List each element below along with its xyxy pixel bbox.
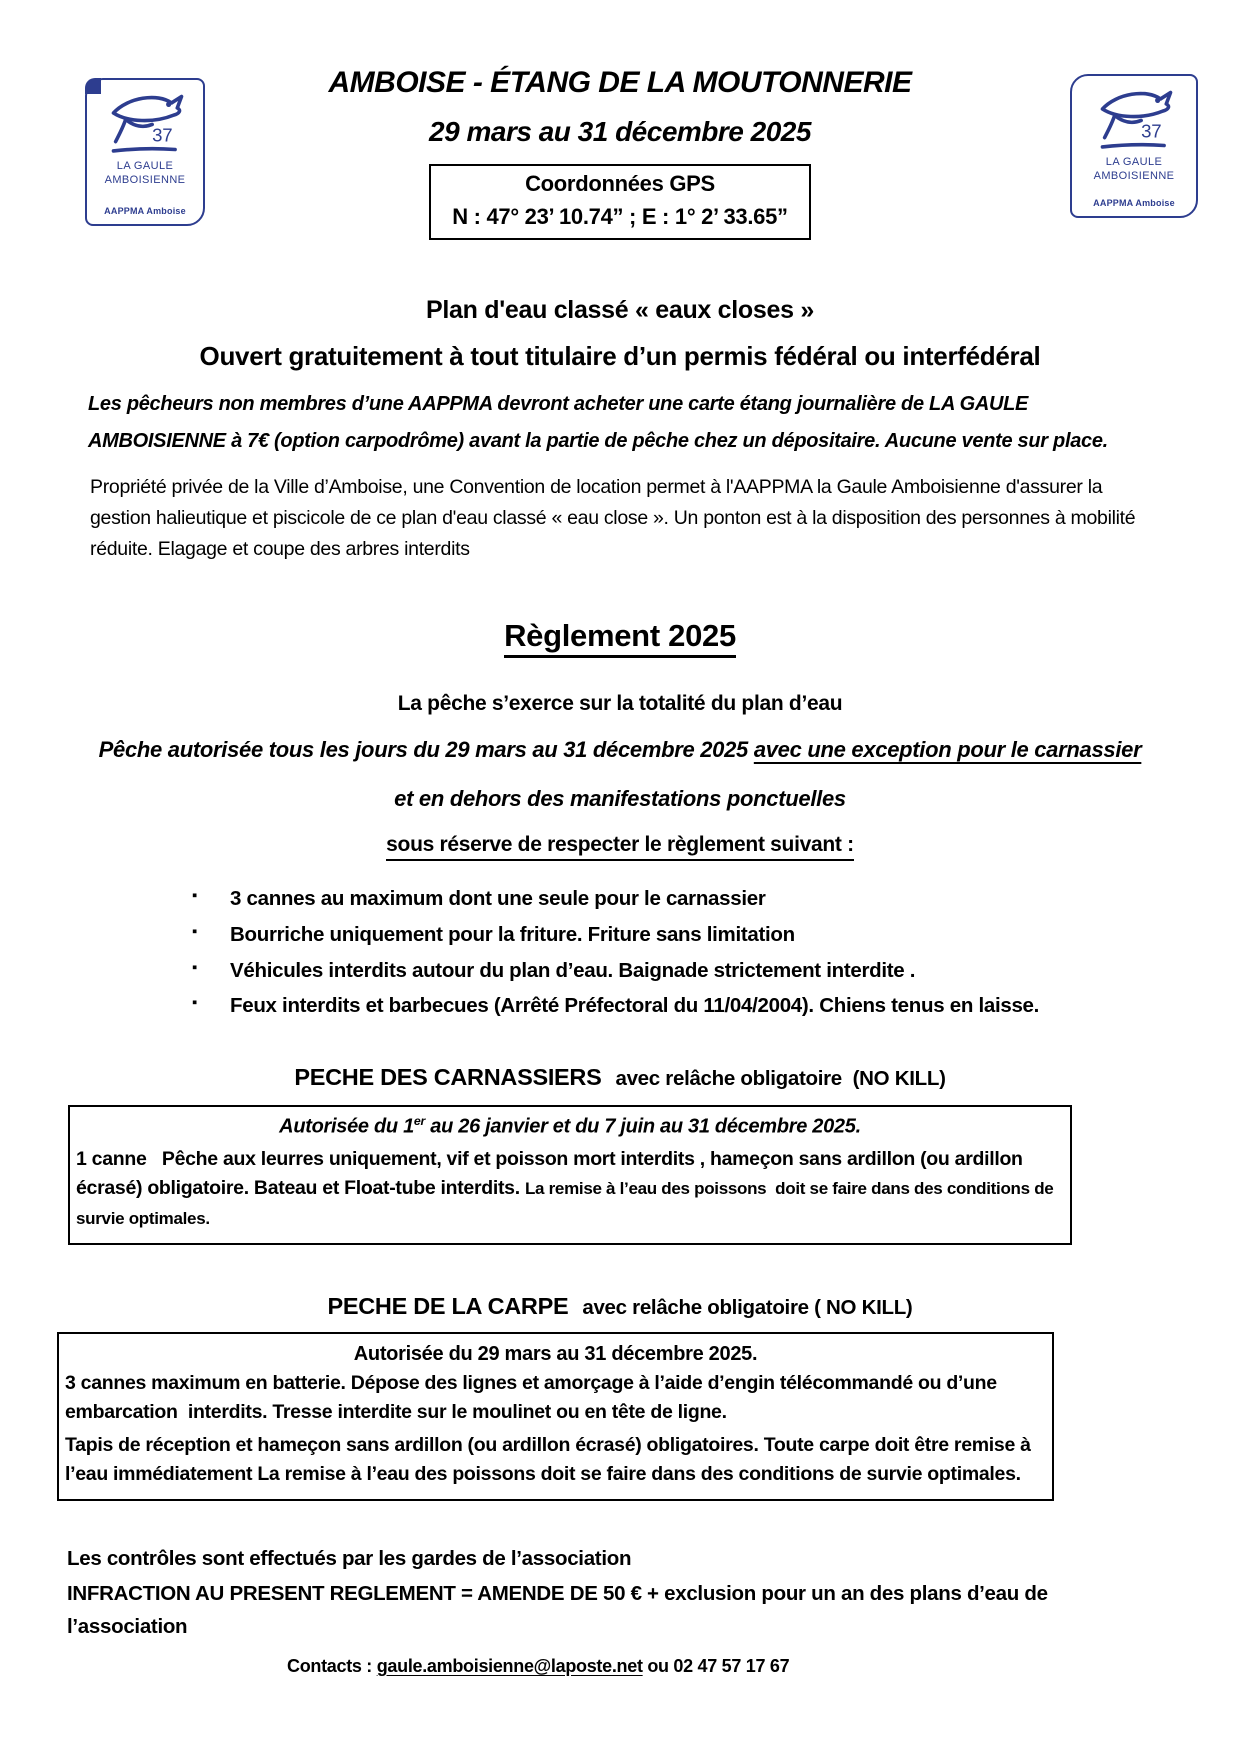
logo-corner-tab — [85, 78, 101, 94]
property-paragraph: Propriété privée de la Ville d’Amboise, une Convention de location permet à l'AAPPMA la Gaule Amboisienne d'assurer la gestion halieutique et piscicole de ce plan d'eau classé « eau close ». Un ponton est à la disposition des personnes à mobilité réduite. Elagage et coupe des arbres interdits — [90, 476, 1136, 560]
gps-box — [429, 164, 811, 240]
carnassiers-heading-main: PECHE DES CARNASSIERS — [294, 1064, 602, 1091]
logo-name-line2: AMBOISIENNE — [1093, 169, 1175, 182]
classification-line: Plan d'eau classé « eaux closes » — [426, 296, 814, 324]
contact-email-link[interactable]: gaule.amboisienne@laposte.net — [376, 1655, 643, 1676]
carpe-period-line: Autorisée du 29 mars au 31 décembre 2025. — [353, 1342, 758, 1365]
list-item: ▪ 3 cannes au maximum dont une seule pour le carnassier — [192, 885, 1240, 913]
open-access-line: Ouvert gratuitement à tout titulaire d’un permis fédéral ou interfédéral — [199, 341, 1041, 371]
gps-heading: Coordonnées GPS — [525, 171, 715, 196]
list-item: ▪ Véhicules interdits autour du plan d’eau. Baignade strictement interdite . — [192, 957, 1240, 985]
fishing-area-line: La pêche s’exerce sur la totalité du plan d’eau — [397, 692, 843, 716]
contacts-line — [287, 1656, 1240, 1677]
gps-coordinates: N : 47° 23’ 10.74” ; E : 1° 2’ 33.65” — [452, 204, 788, 229]
carnassiers-heading-sub: avec relâche obligatoire (NO KILL) — [615, 1067, 946, 1091]
ordinal-superscript: er — [413, 1114, 426, 1129]
club-logo-right — [1070, 74, 1198, 218]
logo-subtitle: AAPPMA Amboise — [104, 206, 186, 216]
carnassiers-heading — [0, 1064, 1240, 1091]
carpe-heading-sub: avec relâche obligatoire ( NO KILL) — [582, 1295, 913, 1319]
carnassier-exception: avec une exception pour le carnassier — [753, 737, 1142, 763]
carnassiers-period-line — [76, 1114, 1064, 1139]
page-title: AMBOISE - ÉTANG DE LA MOUTONNERIE — [328, 66, 912, 99]
logo-club-name — [1094, 156, 1175, 184]
list-item: ▪ Feux interdits et barbecues (Arrêté Préfectoral du 11/04/2004). Chiens tenus en laisse. — [192, 992, 1240, 1020]
page-dates: 29 mars au 31 décembre 2025 — [429, 116, 811, 147]
logo-subtitle: AAPPMA Amboise — [1093, 198, 1175, 208]
controls-line: Les contrôles sont effectués par les gardes de l’association — [67, 1547, 632, 1571]
contacts-phone: ou 02 47 57 17 67 — [642, 1655, 790, 1676]
rules-list — [192, 885, 1240, 1020]
rules-condition-line — [0, 833, 1240, 861]
logo-number: 37 — [152, 124, 173, 146]
carpe-rule-box — [57, 1332, 1054, 1502]
fish-icon — [1091, 82, 1177, 156]
reglement-heading — [0, 618, 1240, 658]
document-body — [0, 296, 1240, 1677]
reglement-heading-text: Règlement 2025 — [504, 618, 736, 658]
period-suffix: au 26 janvier et du 7 juin au 31 décembre 2025. — [425, 1115, 861, 1138]
logo-number: 37 — [1141, 120, 1162, 142]
carpe-rules-text-1: 3 cannes maximum en batterie. Dépose des lignes et amorçage à l’aide d’engin télécommandé ou d’une embarcation interdits. Tresse interdite sur le moulinet ou en tête de ligne. — [65, 1371, 1002, 1424]
carpe-rules-text-2: Tapis de réception et hameçon sans ardillon (ou ardillon écrasé) obligatoires. Toute carpe doit être remise à l’eau immédiatement La remise à l’eau des poissons doit se faire dans des conditions de survie optimales. — [65, 1433, 1036, 1486]
list-item: ▪ Bourriche uniquement pour la friture. Friture sans limitation — [192, 921, 1240, 949]
carnassiers-rules-release: La remise à l’eau des poissons doit se faire dans des conditions de survie optimales. — [76, 1179, 1058, 1228]
logo-name-line2: AMBOISIENNE — [104, 173, 186, 186]
logo-name-line1: LA GAULE — [116, 160, 174, 172]
rules-condition-text: sous réserve de respecter le règlement suivant : — [386, 833, 854, 861]
logo-club-name — [105, 160, 186, 188]
infraction-line: INFRACTION AU PRESENT REGLEMENT = AMENDE DE 50 € + exclusion pour un an des plans d’eau de l’association — [67, 1582, 1048, 1638]
contacts-label: Contacts : — [287, 1655, 377, 1676]
club-logo-left — [85, 78, 205, 226]
carnassiers-rules-text — [76, 1145, 1064, 1234]
non-member-paragraph: Les pêcheurs non membres d’une AAPPMA devront acheter une carte étang journalière de LA GAULE AMBOISIENNE à 7€ (option carpodrôme) avant la partie de pêche chez un dépositaire. Aucune vente sur place. — [88, 393, 1108, 452]
fish-icon — [102, 86, 188, 160]
fishing-days-line — [0, 737, 1240, 763]
carnassiers-rule-box — [68, 1105, 1072, 1245]
carpe-heading — [0, 1293, 1240, 1320]
header-title-block — [230, 66, 1010, 240]
logo-name-line1: LA GAULE — [1105, 156, 1163, 168]
period-prefix: Autorisée du 1 — [279, 1115, 414, 1138]
events-exception-line: et en dehors des manifestations ponctuelles — [394, 786, 846, 812]
fishing-days-main: Pêche autorisée tous les jours du 29 mars au 31 décembre 2025 — [98, 737, 754, 763]
carpe-heading-main: PECHE DE LA CARPE — [327, 1292, 569, 1319]
carnassiers-rules-main: 1 canne Pêche aux leurres uniquement, vif et poisson mort interdits , hameçon sans ardillon (ou ardillon écrasé) obligatoire. Bateau et Float-tube interdits. — [76, 1147, 1028, 1200]
